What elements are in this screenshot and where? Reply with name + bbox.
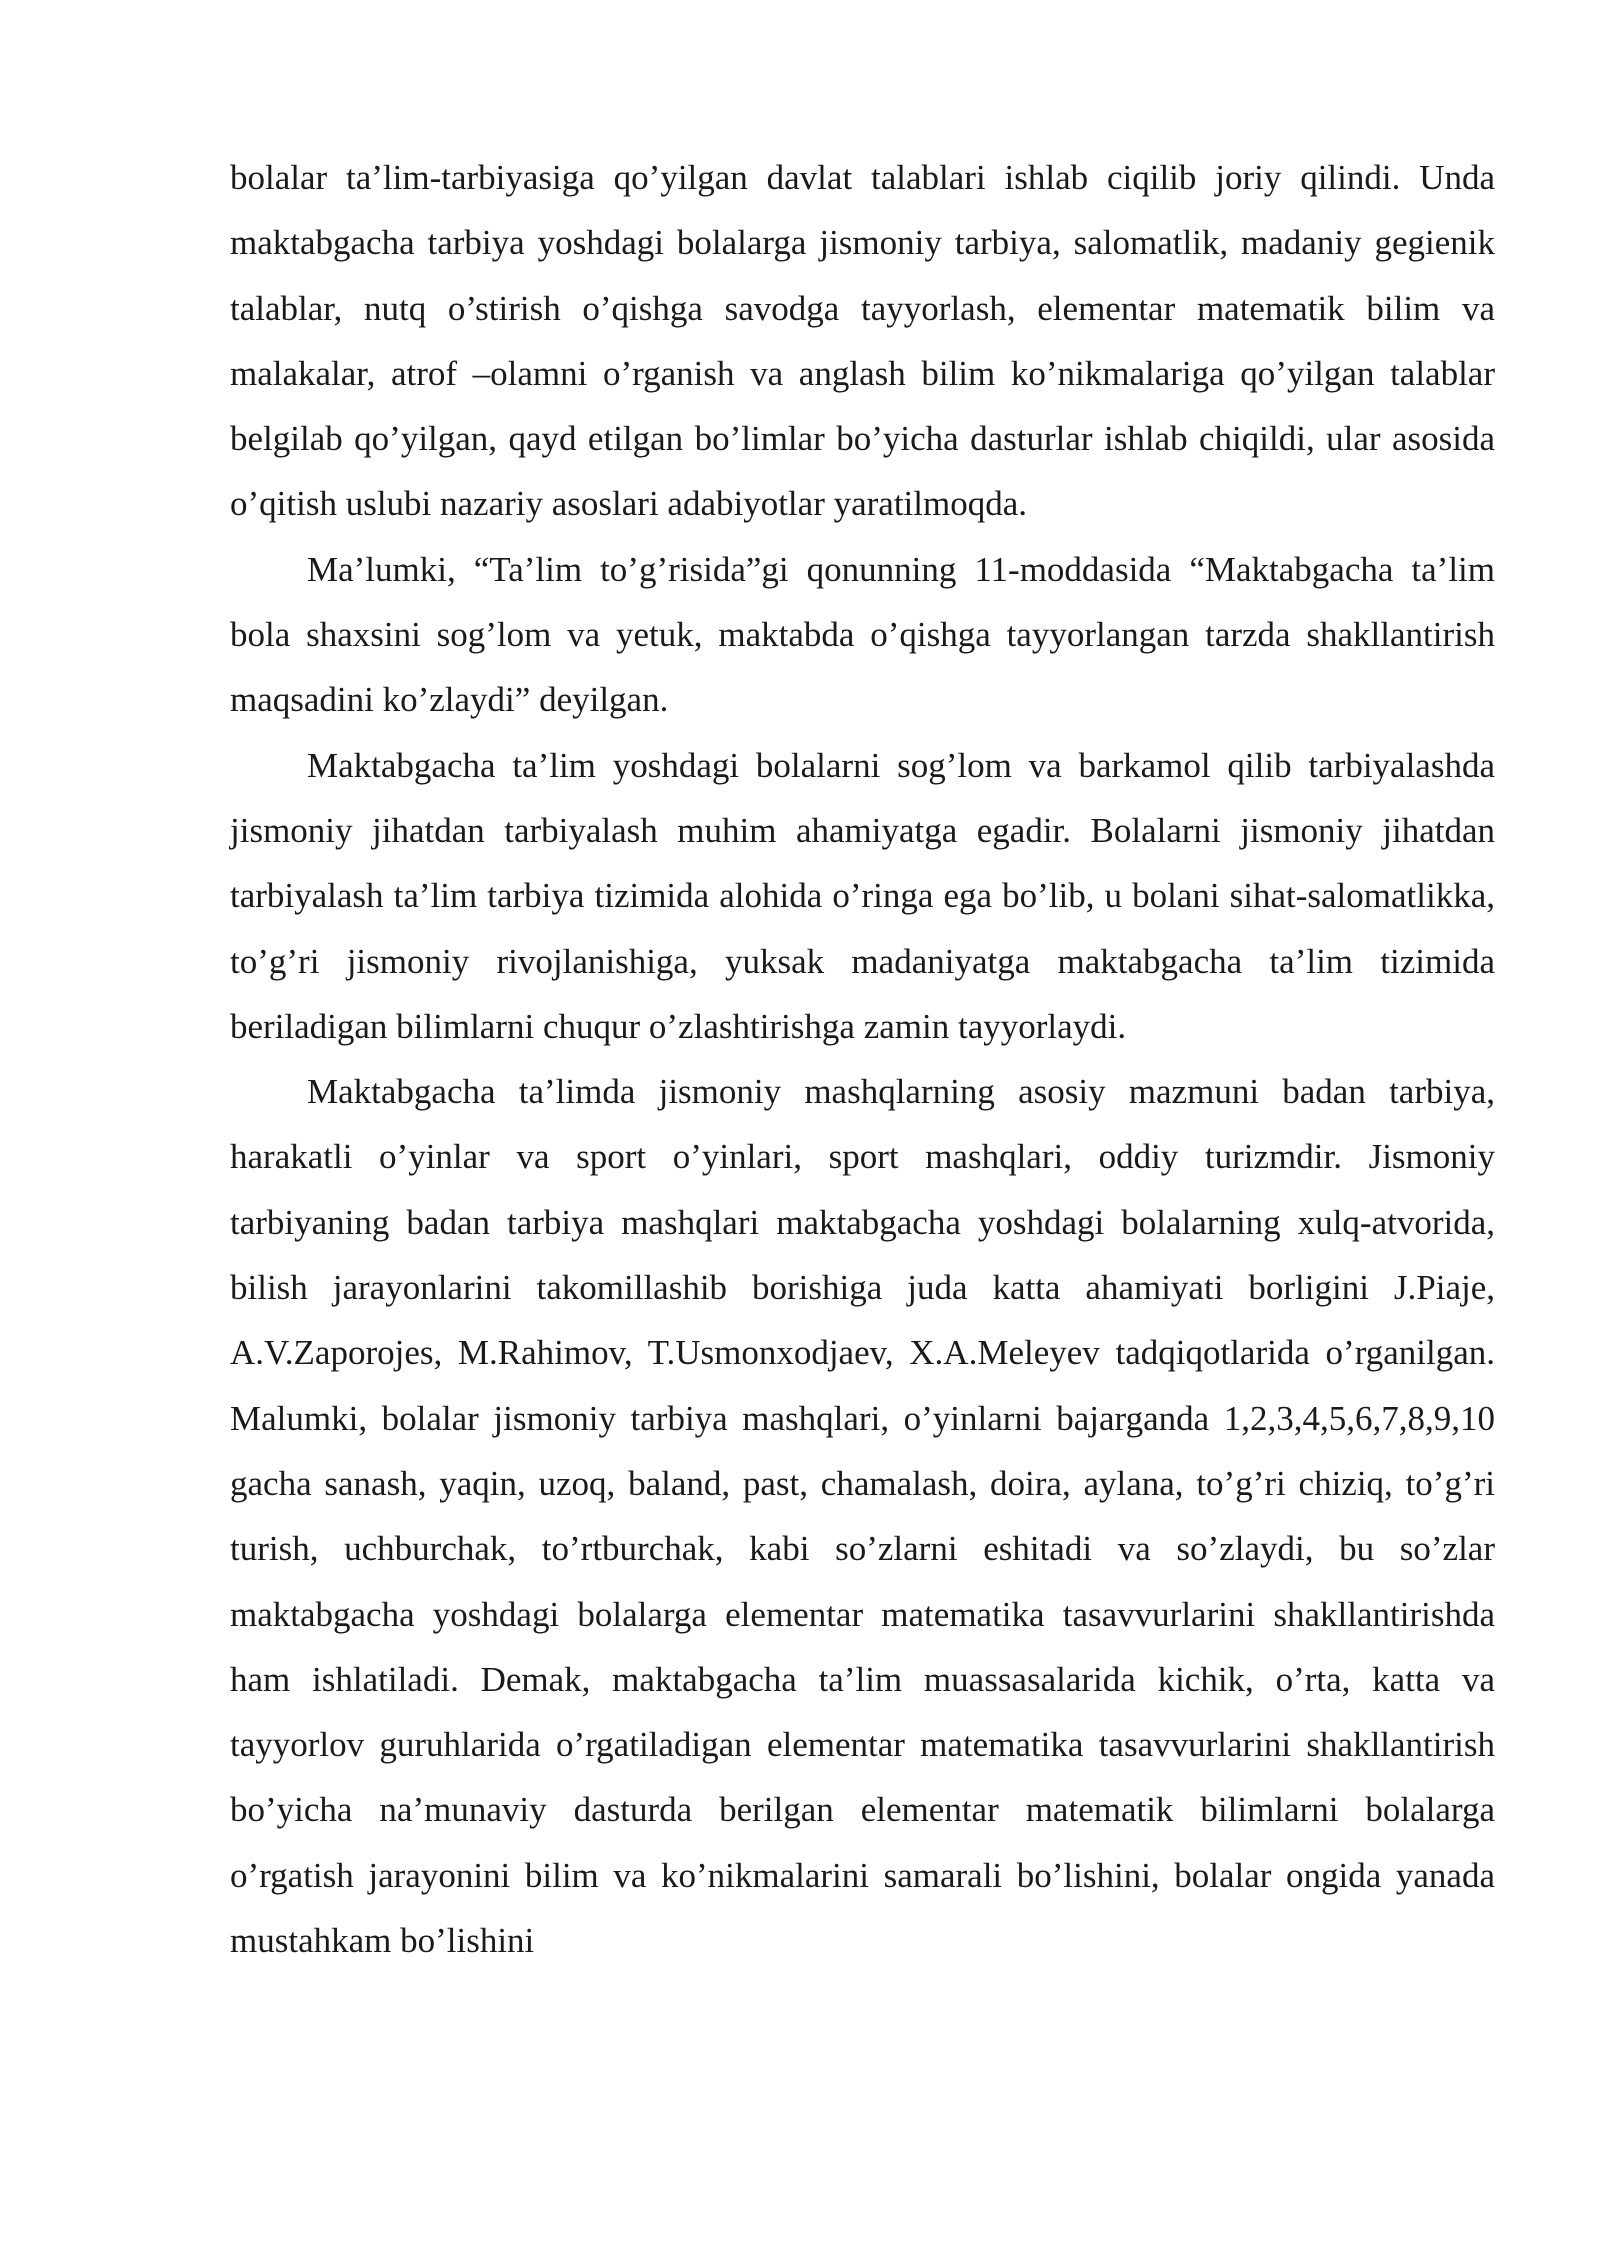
paragraph-jismoniy-mashqlar: Maktabgacha ta’limda jismoniy mashqlarning asosiy mazmuni badan tarbiya, harakatli o’yinlar va sport o’yinlari, sport mashqlari, oddiy turizmdir. Jismoniy tarbiyaning badan tarbiya mashqlari maktabgacha yoshdagi bolalarning xulq-atvorida, bilish jarayonlarini takomillashib borishiga juda katta ahamiyati borligini J.Piaje, A.V.Zaporojes, M.Rahimov, T.Usmonxodjaev, X.A.Meleyev tadqiqotlarida o’rganilgan. Malumki, bolalar jismoniy tarbiya mashqlari, o’yinlarni bajarganda 1,2,3,4,5,6,7,8,9,10 gacha sanash, yaqin, uzoq, baland, past, chamalash, doira, aylana, to’g’ri chiziq, to’g’ri turish, uchburchak, to’rtburchak, kabi so’zlarni eshitadi va so’zlaydi, bu so’zlar maktabgacha yoshdagi bolalarga elementar matematika tasavvurlarini shakllantirishda ham ishlatiladi. Demak, maktabgacha ta’lim muassasalarida kichik, o’rta, katta va tayyorlov guruhlarida o’rgatiladigan elementar matematika tasavvurlarini shakllantirish bo’yicha na’munaviy dasturda berilgan elementar matematik bilimlarni bolalarga o’rgatish jarayonini bilim va ko’nikmalarini samarali bo’lishini, bolalar ongida yanada mustahkam bo’lishini xyxy=(230,1072,1495,1961)
paragraph-davlat-talablari: bolalar ta’lim-tarbiyasiga qo’yilgan davlat talablari ishlab ciqilib joriy qilindi. Unda maktabgacha tarbiya yoshdagi bolalarga jismoniy tarbiya, salomatlik, madaniy gegienik talablar, nutq o’stirish o’qishga savodga tayyorlash, elementar matematik bilim va malakalar, atrof –olamni o’rganish va anglash bilim ko’nikmalariga qo’yilgan talablar belgilab qo’yilgan, qayd etilgan bo’limlar bo’yicha dasturlar ishlab chiqildi, ular asosida o’qitish uslubi nazariy asoslari adabiyotlar yaratilmoqda. xyxy=(230,158,1495,524)
document-page xyxy=(230,145,1495,1973)
paragraph-jismoniy-tarbiya: Maktabgacha ta’lim yoshdagi bolalarni sog’lom va barkamol qilib tarbiyalashda jismoniy jihatdan tarbiyalash muhim ahamiyatga egadir. Bolalarni jismoniy jihatdan tarbiyalash ta’lim tarbiya tizimida alohida o’ringa ega bo’lib, u bolani sihat-salomatlikka, to’g’ri jismoniy rivojlanishiga, yuksak madaniyatga maktabgacha ta’lim tizimida beriladigan bilimlarni chuqur o’zlashtirishga zamin tayyorlaydi. xyxy=(230,745,1495,1046)
paragraph-talim-qonuni: Ma’lumki, “Ta’lim to’g’risida”gi qonunning 11-moddasida “Maktabgacha ta’lim bola shaxsini sog’lom va yetuk, maktabda o’qishga tayyorlangan tarzda shakllantirish maqsadini ko’zlaydi” deyilgan. xyxy=(230,549,1495,720)
